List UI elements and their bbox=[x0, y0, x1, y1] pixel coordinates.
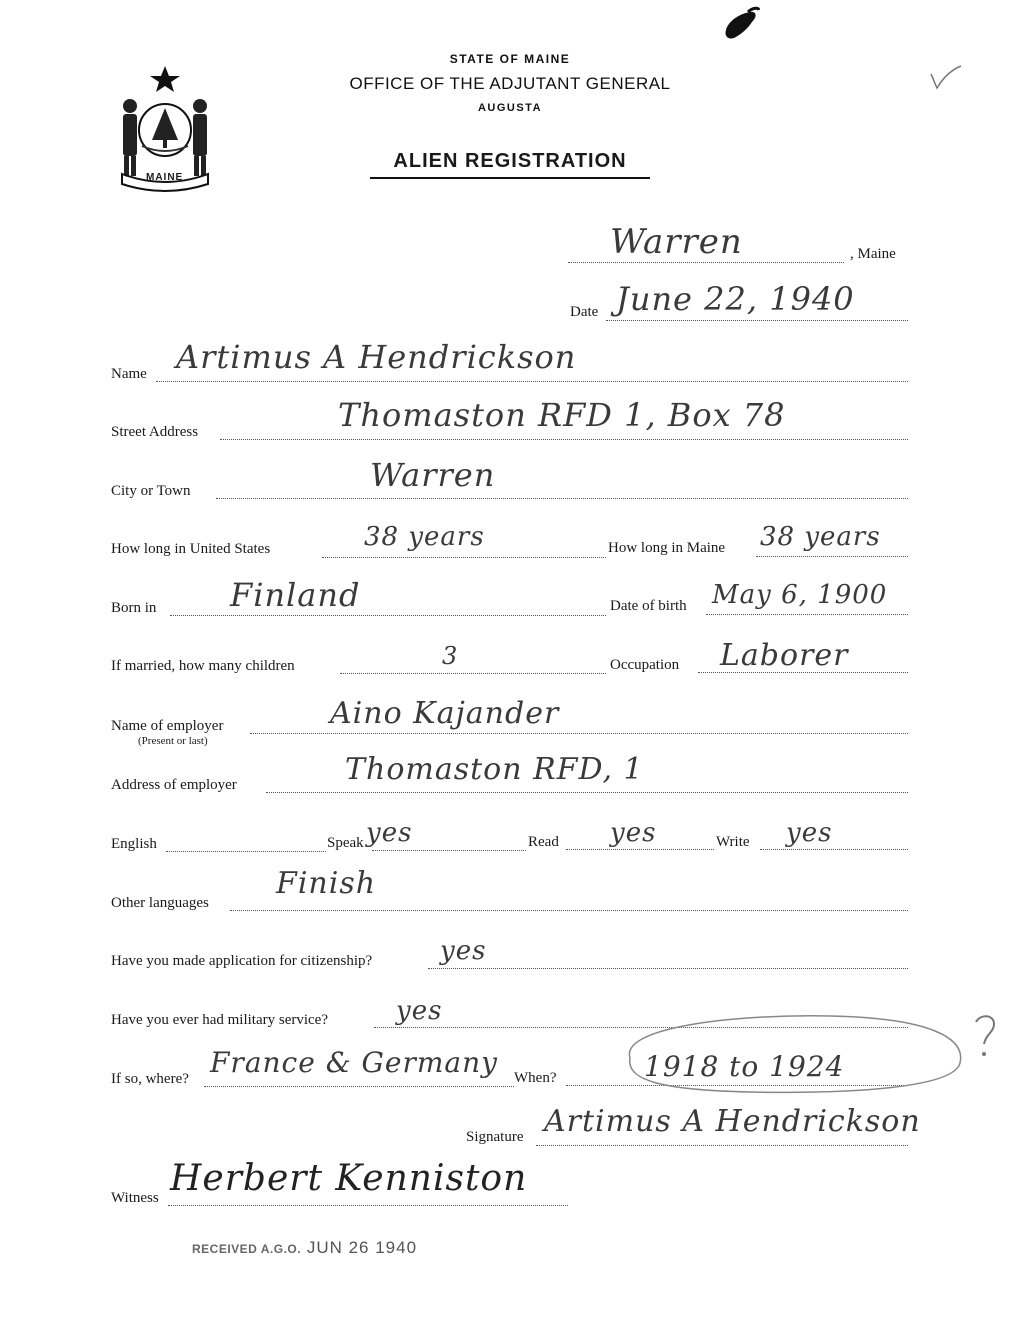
stamp-date: JUN 26 1940 bbox=[306, 1238, 418, 1257]
children-line bbox=[340, 673, 606, 674]
page-title: ALIEN REGISTRATION bbox=[393, 150, 627, 172]
date-of-birth-value: May 6, 1900 bbox=[712, 580, 888, 610]
seal-banner-text: MAINE bbox=[146, 172, 184, 183]
signature-value: Artimus A Hendrickson bbox=[544, 1104, 921, 1139]
how-long-us-label: How long in United States bbox=[111, 541, 271, 557]
born-in-label: Born in bbox=[111, 600, 157, 616]
speak-value: yes bbox=[366, 818, 413, 848]
how-long-maine-value: 38 years bbox=[760, 522, 881, 552]
born-in-value: Finland bbox=[230, 576, 361, 614]
children-label: If married, how many children bbox=[111, 658, 295, 674]
when-label: When? bbox=[514, 1070, 557, 1086]
street-line bbox=[220, 439, 908, 440]
how-long-maine-label: How long in Maine bbox=[608, 540, 726, 556]
speak-label: Speak bbox=[327, 835, 364, 851]
employer-value: Aino Kajander bbox=[330, 696, 560, 731]
how-long-maine-line bbox=[756, 556, 908, 557]
witness-line bbox=[168, 1205, 568, 1206]
speak-line bbox=[372, 850, 526, 851]
witness-label: Witness bbox=[111, 1190, 159, 1206]
where-value: France & Germany bbox=[210, 1046, 498, 1079]
ink-blot-icon bbox=[720, 4, 760, 44]
question-mark-icon bbox=[970, 1012, 1000, 1062]
header-office: OFFICE OF THE ADJUTANT GENERAL bbox=[349, 74, 671, 93]
employer-line bbox=[250, 733, 908, 734]
date-label: Date bbox=[570, 304, 599, 320]
name-value: Artimus A Hendrickson bbox=[176, 338, 577, 376]
header-state: STATE OF MAINE bbox=[449, 52, 571, 66]
how-long-us-value: 38 years bbox=[364, 522, 485, 552]
date-of-birth-line bbox=[706, 614, 908, 615]
read-value: yes bbox=[610, 818, 657, 848]
occupation-label: Occupation bbox=[610, 657, 680, 673]
date-line bbox=[606, 320, 908, 321]
employer-address-line bbox=[266, 792, 908, 793]
write-line bbox=[760, 849, 908, 850]
name-label: Name bbox=[111, 366, 147, 382]
read-line bbox=[566, 849, 714, 850]
how-long-us-line bbox=[322, 557, 606, 558]
when-value: 1918 to 1924 bbox=[644, 1050, 845, 1083]
employer-address-label: Address of employer bbox=[111, 777, 237, 793]
read-label: Read bbox=[528, 834, 559, 850]
write-value: yes bbox=[786, 818, 833, 848]
military-value: yes bbox=[396, 996, 443, 1026]
check-mark-icon bbox=[925, 62, 965, 92]
circled-annotation bbox=[610, 1008, 970, 1098]
city-label: City or Town bbox=[111, 483, 191, 499]
other-languages-line bbox=[230, 910, 908, 911]
military-label: Have you ever had military service? bbox=[111, 1012, 328, 1028]
received-stamp bbox=[192, 1238, 417, 1258]
title-underline bbox=[370, 177, 650, 179]
city-value: Warren bbox=[370, 456, 496, 494]
header-city: AUGUSTA bbox=[477, 102, 543, 114]
employer-label: Name of employer bbox=[111, 718, 224, 734]
citizenship-label: Have you made application for citizenship? bbox=[111, 953, 373, 969]
signature-label: Signature bbox=[466, 1129, 524, 1145]
stamp-prefix: RECEIVED A.G.O. bbox=[192, 1242, 302, 1256]
signature-line bbox=[536, 1145, 908, 1146]
place-line bbox=[568, 262, 844, 263]
street-value: Thomaston RFD 1, Box 78 bbox=[338, 396, 786, 434]
employer-sublabel: (Present or last) bbox=[138, 735, 208, 747]
where-label: If so, where? bbox=[111, 1071, 189, 1087]
date-value: June 22, 1940 bbox=[616, 280, 855, 318]
write-label: Write bbox=[716, 834, 750, 850]
where-line bbox=[204, 1086, 514, 1087]
street-label: Street Address bbox=[111, 424, 199, 440]
children-value: 3 bbox=[442, 642, 459, 670]
english-line bbox=[166, 851, 326, 852]
english-label: English bbox=[111, 836, 157, 852]
witness-value: Herbert Kenniston bbox=[170, 1158, 528, 1199]
city-line bbox=[216, 498, 908, 499]
citizenship-line bbox=[428, 968, 908, 969]
citizenship-value: yes bbox=[440, 936, 487, 966]
other-languages-label: Other languages bbox=[111, 895, 209, 911]
employer-address-value: Thomaston RFD, 1 bbox=[345, 752, 644, 787]
place-suffix: , Maine bbox=[850, 246, 896, 262]
place-value: Warren bbox=[610, 222, 743, 262]
name-line bbox=[156, 381, 908, 382]
occupation-value: Laborer bbox=[720, 638, 849, 673]
other-languages-value: Finish bbox=[276, 866, 377, 901]
date-of-birth-label: Date of birth bbox=[610, 598, 687, 614]
born-in-line bbox=[170, 615, 606, 616]
